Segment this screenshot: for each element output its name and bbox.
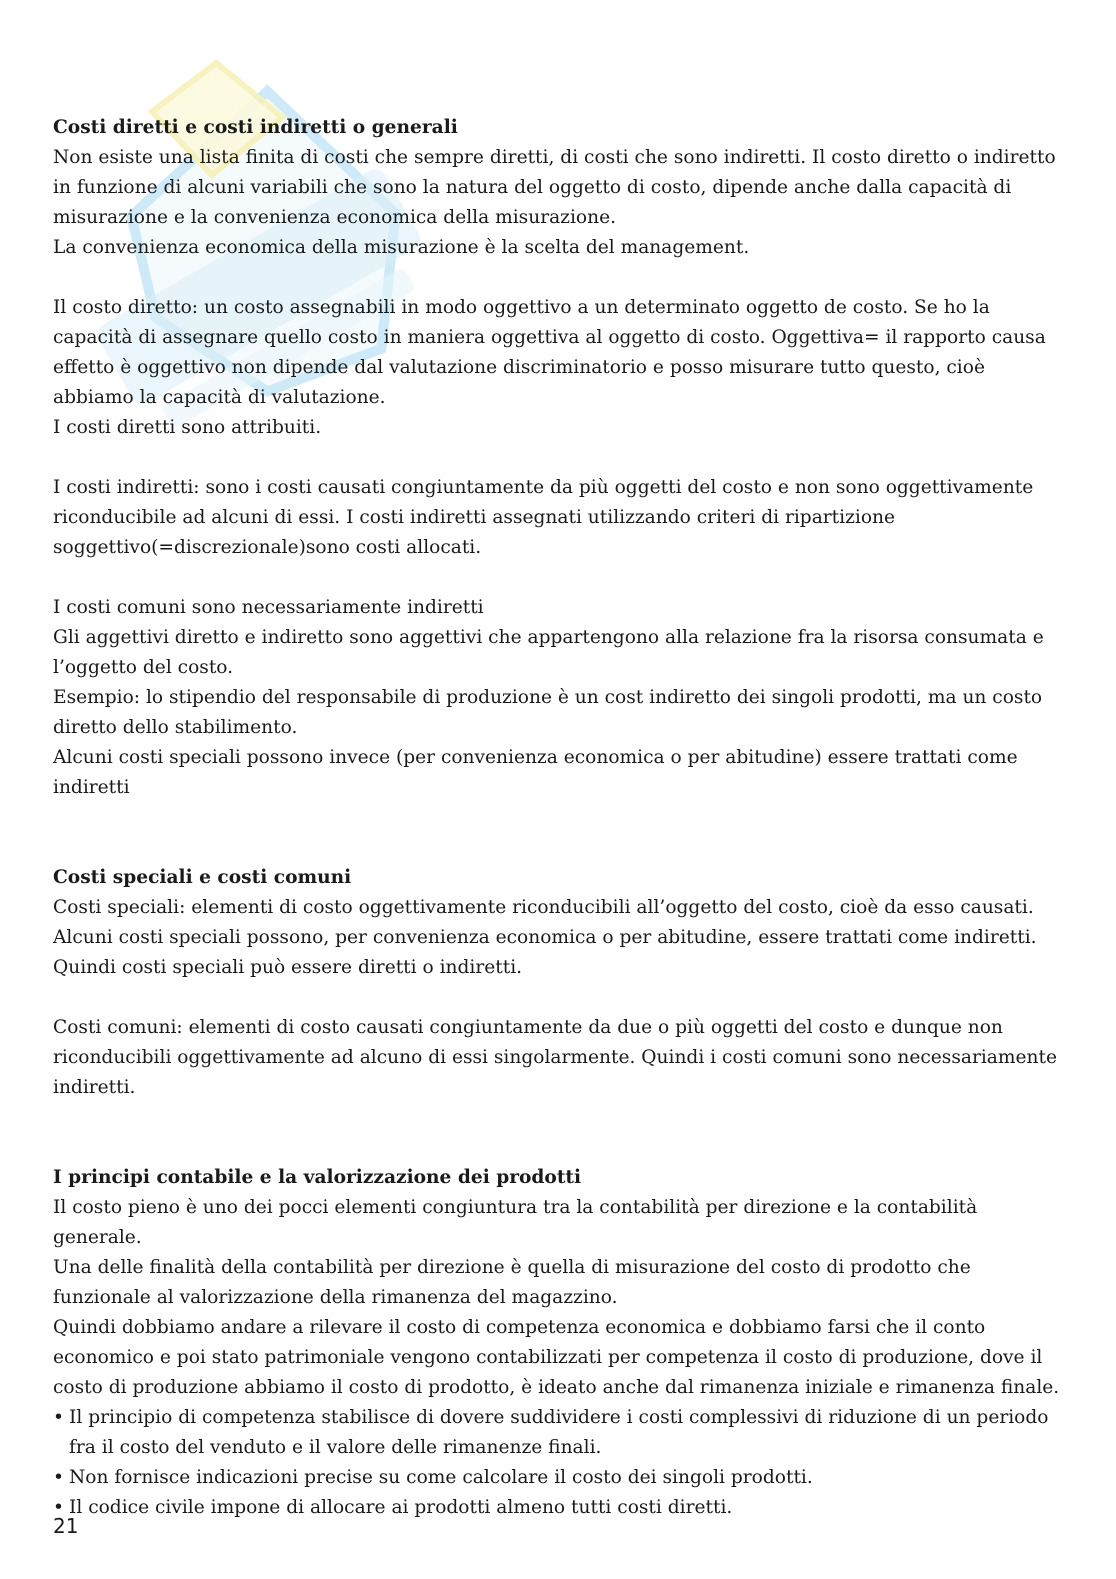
paragraph: Gli aggettivi diretto e indiretto sono aggettivi che appartengono alla relazione fra la risorsa consumata e l’oggetto del costo. (53, 627, 1044, 678)
section-heading-costi-speciali: Costi speciali e costi comuni (53, 867, 352, 888)
paragraph: Esempio: lo stipendio del responsabile di produzione è un cost indiretto dei singoli prodotti, ma un costo diretto dello stabilimento. (53, 687, 1043, 738)
paragraph: Quindi dobbiamo andare a rilevare il costo di competenza economica e dobbiamo farsi che il conto economico e poi stato patrimoniale vengono contabilizzati per competenza il costo di produzione, dove il costo di produzione abbiamo il costo di prodotto, è ideato anche dal rimanenza iniziale e rimanenza finale. (53, 1317, 1060, 1398)
paragraph: La convenienza economica della misurazione è la scelta del management. (53, 237, 750, 258)
spacer (53, 983, 1063, 1013)
spacer (53, 1103, 1063, 1163)
spacer (53, 263, 1063, 293)
spacer (53, 443, 1063, 473)
list-item: • Il codice civile impone di allocare ai prodotti almeno tutti costi diretti. (53, 1493, 1063, 1523)
paragraph: I costi diretti sono attribuiti. (53, 417, 322, 438)
section-heading-costi-diretti: Costi diretti e costi indiretti o generali (53, 117, 458, 138)
paragraph: Quindi costi speciali può essere diretti o indiretti. (53, 957, 523, 978)
paragraph: I costi comuni sono necessariamente indiretti (53, 597, 484, 618)
paragraph: Non esiste una lista finita di costi che sempre diretti, di costi che sono indiretti. Il costo diretto o indiretto in funzione di alcuni variabili che sono la natura del oggetto di costo, dipende anche dalla capacità di misurazione e la convenienza economica della misurazione. (53, 147, 1056, 228)
spacer (53, 803, 1063, 863)
bullet-list (53, 1403, 1063, 1523)
paragraph: I costi indiretti: sono i costi causati congiuntamente da più oggetti del costo e non sono oggettivamente riconducibile ad alcuni di essi. I costi indiretti assegnati utilizzando criteri di ripartizione soggettivo(=discrezionale)sono costi allocati. (53, 477, 1034, 558)
paragraph: Costi comuni: elementi di costo causati congiuntamente da due o più oggetti del costo e dunque non riconducibili oggettivamente ad alcuno di essi singolarmente. Quindi i costi comuni sono necessariamente indiretti. (53, 1017, 1057, 1098)
list-item: • Il principio di competenza stabilisce di dovere suddividere i costi complessivi di riduzione di un periodo fra il costo del venduto e il valore delle rimanenze finali. (53, 1403, 1063, 1463)
paragraph: Costi speciali: elementi di costo oggettivamente riconducibili all’oggetto del costo, cioè da esso causati. (53, 897, 1034, 918)
paragraph: Il costo pieno è uno dei pocci elementi congiuntura tra la contabilità per direzione e la contabilità generale. (53, 1197, 978, 1248)
paragraph: Alcuni costi speciali possono, per convenienza economica o per abitudine, essere trattati come indiretti. (53, 927, 1037, 948)
paragraph: Alcuni costi speciali possono invece (per convenienza economica o per abitudine) essere trattati come indiretti (53, 747, 1018, 798)
document-body (53, 113, 1063, 1523)
paragraph: Il costo diretto: un costo assegnabili in modo oggettivo a un determinato oggetto de costo. Se ho la capacità di assegnare quello costo in maniera oggettiva al oggetto di costo. Oggettiva= il rapporto causa effetto è oggettivo non dipende dal valutazione discriminatorio e posso misurare tutto questo, cioè abbiamo la capacità di valutazione. (53, 297, 1046, 408)
spacer (53, 563, 1063, 593)
paragraph: Una delle finalità della contabilità per direzione è quella di misurazione del costo di prodotto che funzionale al valorizzazione della rimanenza del magazzino. (53, 1257, 971, 1308)
page-number: 21 (53, 1514, 79, 1538)
section-heading-principi-contabili: I principi contabile e la valorizzazione dei prodotti (53, 1167, 582, 1188)
list-item: • Non fornisce indicazioni precise su come calcolare il costo dei singoli prodotti. (53, 1463, 1063, 1493)
